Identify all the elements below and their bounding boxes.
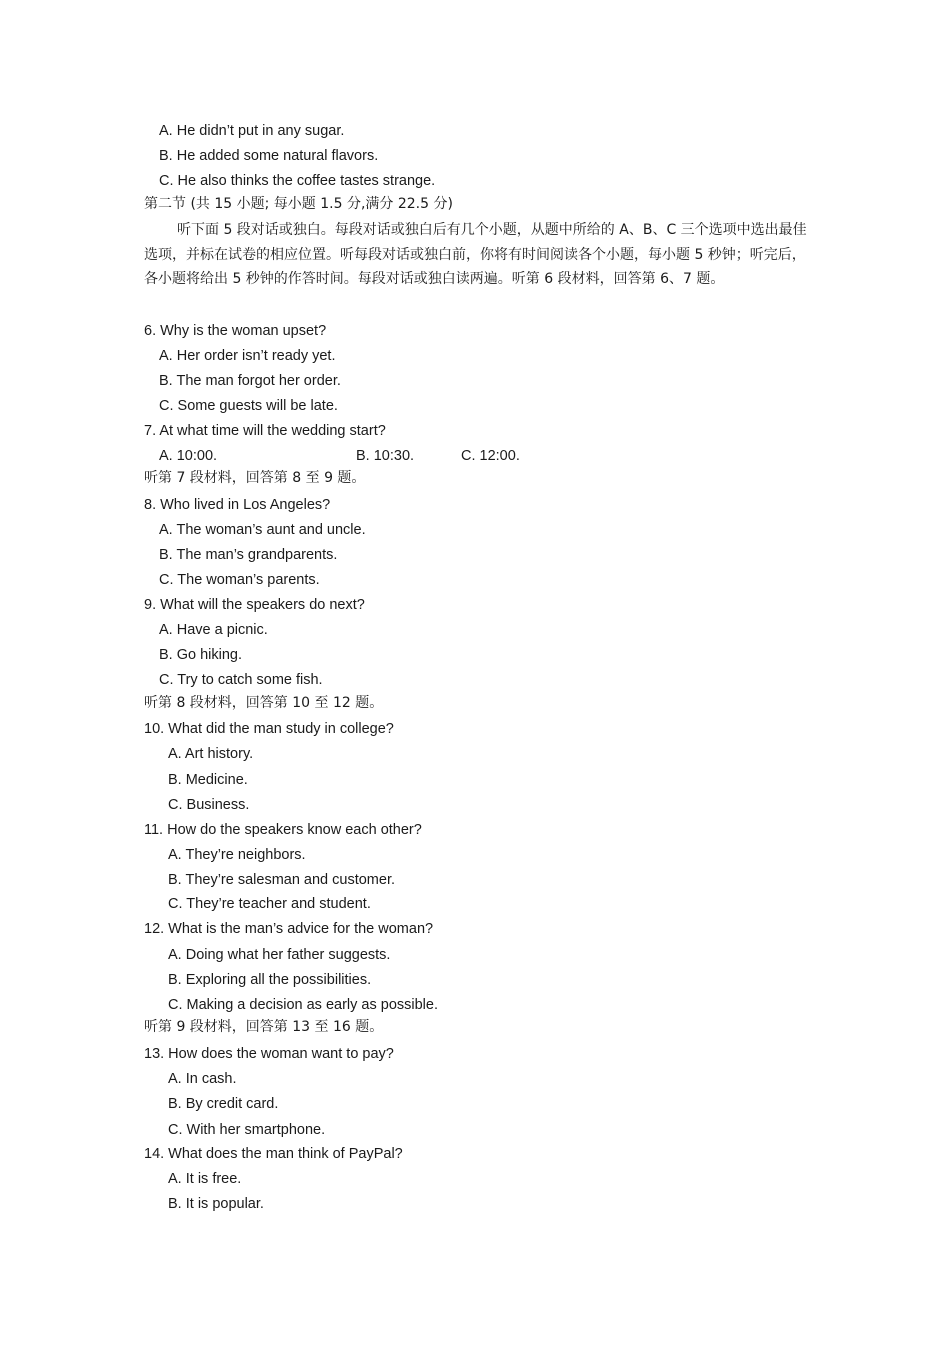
option-text: A. The woman’s aunt and uncle.	[159, 522, 366, 538]
option-text: B. He added some natural flavors.	[159, 148, 379, 164]
question-text: 7. At what time will the wedding start?	[144, 423, 386, 439]
option-text: C. Business.	[168, 797, 250, 813]
option-text: B. They’re salesman and customer.	[168, 872, 396, 888]
question-text: 12. What is the man’s advice for the woman?	[144, 921, 434, 937]
question-text: 14. What does the man think of PayPal?	[144, 1146, 403, 1162]
option-text: A. Have a picnic.	[159, 622, 268, 638]
option-text: C. 12:00.	[461, 448, 520, 464]
option-text: A. Art history.	[168, 746, 254, 762]
option-text: B. It is popular.	[168, 1196, 264, 1212]
section-header: 第二节 (共 15 小题; 每小题 1.5 分,满分 22.5 分)	[144, 196, 453, 212]
option-text: B. 10:30.	[356, 448, 415, 464]
option-text: C. Some guests will be late.	[159, 398, 338, 414]
option-text: C. They’re teacher and student.	[168, 896, 371, 912]
section-instructions: 听下面 5 段对话或独白。每段对话或独白后有几个小题，从题中所给的 A、B、C 三个选项中选出最佳选项，并标在试卷的相应位置。听每段对话或独白前，你将有时间阅读各个小题，每小题 5 秒钟；听完后，各小题将给出 5 秒钟的作答时间。每段对话或独白读两遍。听第 6 段材料，回答第 6、7 题。	[144, 222, 807, 287]
option-text: B. The man forgot her order.	[159, 373, 341, 389]
question-text: 10. What did the man study in college?	[144, 721, 394, 737]
option-text: C. With her smartphone.	[168, 1122, 326, 1138]
option-text: C. Try to catch some fish.	[159, 672, 323, 688]
option-text: A. Her order isn’t ready yet.	[159, 348, 336, 364]
option-text: B. Go hiking.	[159, 647, 243, 663]
option-text: B. Medicine.	[168, 772, 248, 788]
option-text: B. The man’s grandparents.	[159, 547, 338, 563]
question-text: 11. How do the speakers know each other?	[144, 822, 422, 838]
option-text: A. In cash.	[168, 1071, 237, 1087]
option-text: A. Doing what her father suggests.	[168, 947, 391, 963]
option-text: B. Exploring all the possibilities.	[168, 972, 372, 988]
option-text: A. It is free.	[168, 1171, 242, 1187]
option-text: C. Making a decision as early as possible.	[168, 997, 438, 1013]
question-text: 8. Who lived in Los Angeles?	[144, 497, 331, 513]
question-text: 6. Why is the woman upset?	[144, 323, 327, 339]
option-text: A. 10:00.	[159, 448, 218, 464]
option-text: C. He also thinks the coffee tastes strange.	[159, 173, 436, 189]
question-text: 13. How does the woman want to pay?	[144, 1046, 394, 1062]
option-text: C. The woman’s parents.	[159, 572, 320, 588]
option-text: A. They’re neighbors.	[168, 847, 306, 863]
material-instruction: 听第 7 段材料，回答第 8 至 9 题。	[144, 470, 366, 486]
material-instruction: 听第 8 段材料，回答第 10 至 12 题。	[144, 695, 384, 711]
option-text: B. By credit card.	[168, 1096, 279, 1112]
option-text: A. He didn’t put in any sugar.	[159, 123, 345, 139]
material-instruction: 听第 9 段材料，回答第 13 至 16 题。	[144, 1019, 384, 1035]
question-text: 9. What will the speakers do next?	[144, 597, 365, 613]
